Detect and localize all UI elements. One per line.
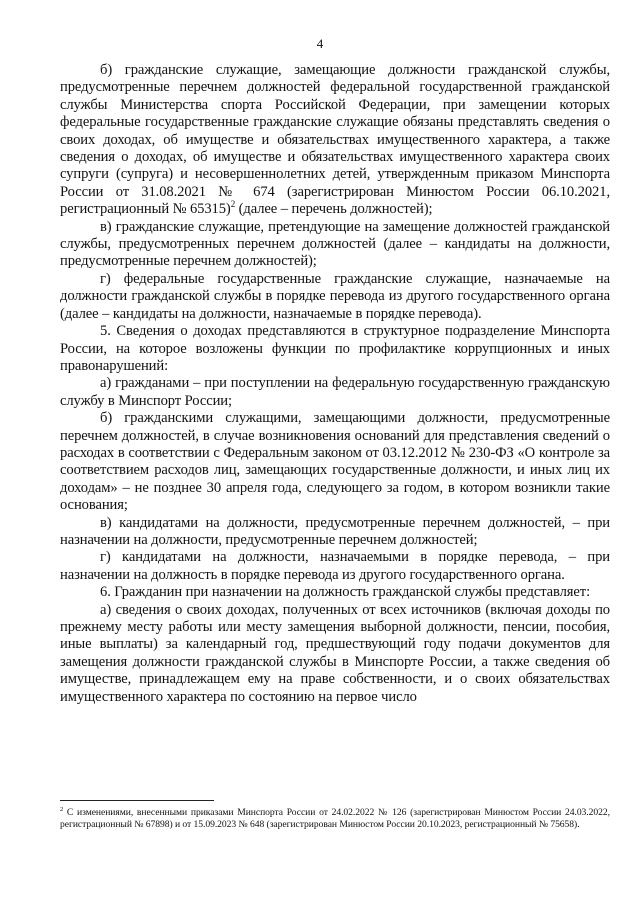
paragraph-2g: г) федеральные государственные гражданские служащие, назначаемые на должности гражданской службы в порядке перевода из другого государственного органа (далее – кандидаты на должности, назначаемые в порядке перевода). — [60, 270, 610, 322]
footnote — [60, 807, 610, 831]
paragraph-tail: (далее – перечень должностей); — [235, 201, 433, 218]
footnote-divider — [60, 800, 214, 801]
footnote-marker: 2 — [60, 805, 64, 813]
footnote-text: С изменениями, внесенными приказами Минспорта России от 24.02.2022 № 126 (зарегистрирован Минюстом России 24.03.2022, регистрационный № 67898) и от 15.09.2023 № 648 (зарегистрирован Минюстом России 20.10.2023, регистрационный № 75658). — [60, 807, 610, 830]
paragraph-5b: б) гражданскими служащими, замещающими должности, предусмотренные перечнем должностей, в случае возникновения оснований для представления сведений о расходах в соответствии с Федеральным законом от 03.12.2012 № 230-ФЗ «О контроле за соответствием расходов лиц, замещающих государственные должности, и иных лиц их доходам» – не позднее 30 апреля года, следующего за годом, в котором возникли такие основания; — [60, 410, 610, 514]
paragraph-6: 6. Гражданин при назначении на должность гражданской службы представляет: — [100, 584, 591, 601]
paragraph-6a: а) сведения о своих доходах, полученных от всех источников (включая доходы по прежнему месту работы или месту замещения выборной должности, пенсии, пособия, иные выплаты) за календарный год, предшествующий году подачи документов для замещения должности гражданской службы в Минспорте России, а также сведения об имуществе, принадлежащем ему на праве собственности, и о своих обязательствах имущественного характера по состоянию на первое число — [60, 601, 610, 705]
footnote-reference[interactable]: 2 — [230, 199, 236, 210]
paragraph-5: 5. Сведения о доходах представляются в структурное подразделение Минспорта России, на которое возложены функции по профилактике коррупционных и иных правонарушений: — [60, 323, 610, 374]
page-number: 4 — [316, 36, 324, 51]
paragraph-text: б) гражданские служащие, замещающие должности гражданской службы, предусмотренные перечнем должностей федеральной государственной гражданской службы Министерства спорта Российской Федерации, при замещении которых федеральные государственные гражданские служащие обязаны представлять сведения о своих доходах, об имуществе и обязательствах имущественного характера, а также сведения о доходах, об имуществе и обязательствах имущественного характера своих супруги (супруга) и несовершеннолетних детей, утвержденным приказом Минспорта России от 31.08.2021 № 674 (зарегистрирован Минюстом России 06.10.2021, регистрационный № 65315) — [60, 62, 610, 218]
document-body — [60, 62, 610, 706]
paragraph-2b — [60, 62, 610, 219]
paragraph-5a: а) гражданами – при поступлении на федеральную государственную гражданскую службу в Минспорт России; — [60, 375, 610, 409]
paragraph-2v: в) гражданские служащие, претендующие на замещение должностей гражданской службы, предусмотренных перечнем должностей (далее – кандидаты на должности, предусмотренные перечнем должностей); — [60, 218, 610, 270]
paragraph-5g: г) кандидатами на должности, назначаемыми в порядке перевода, – при назначении на должность в порядке перевода из другого государственного органа. — [60, 549, 610, 583]
paragraph-5v: в) кандидатами на должности, предусмотренные перечнем должностей, – при назначении на должности, предусмотренные перечнем должностей; — [60, 514, 610, 548]
